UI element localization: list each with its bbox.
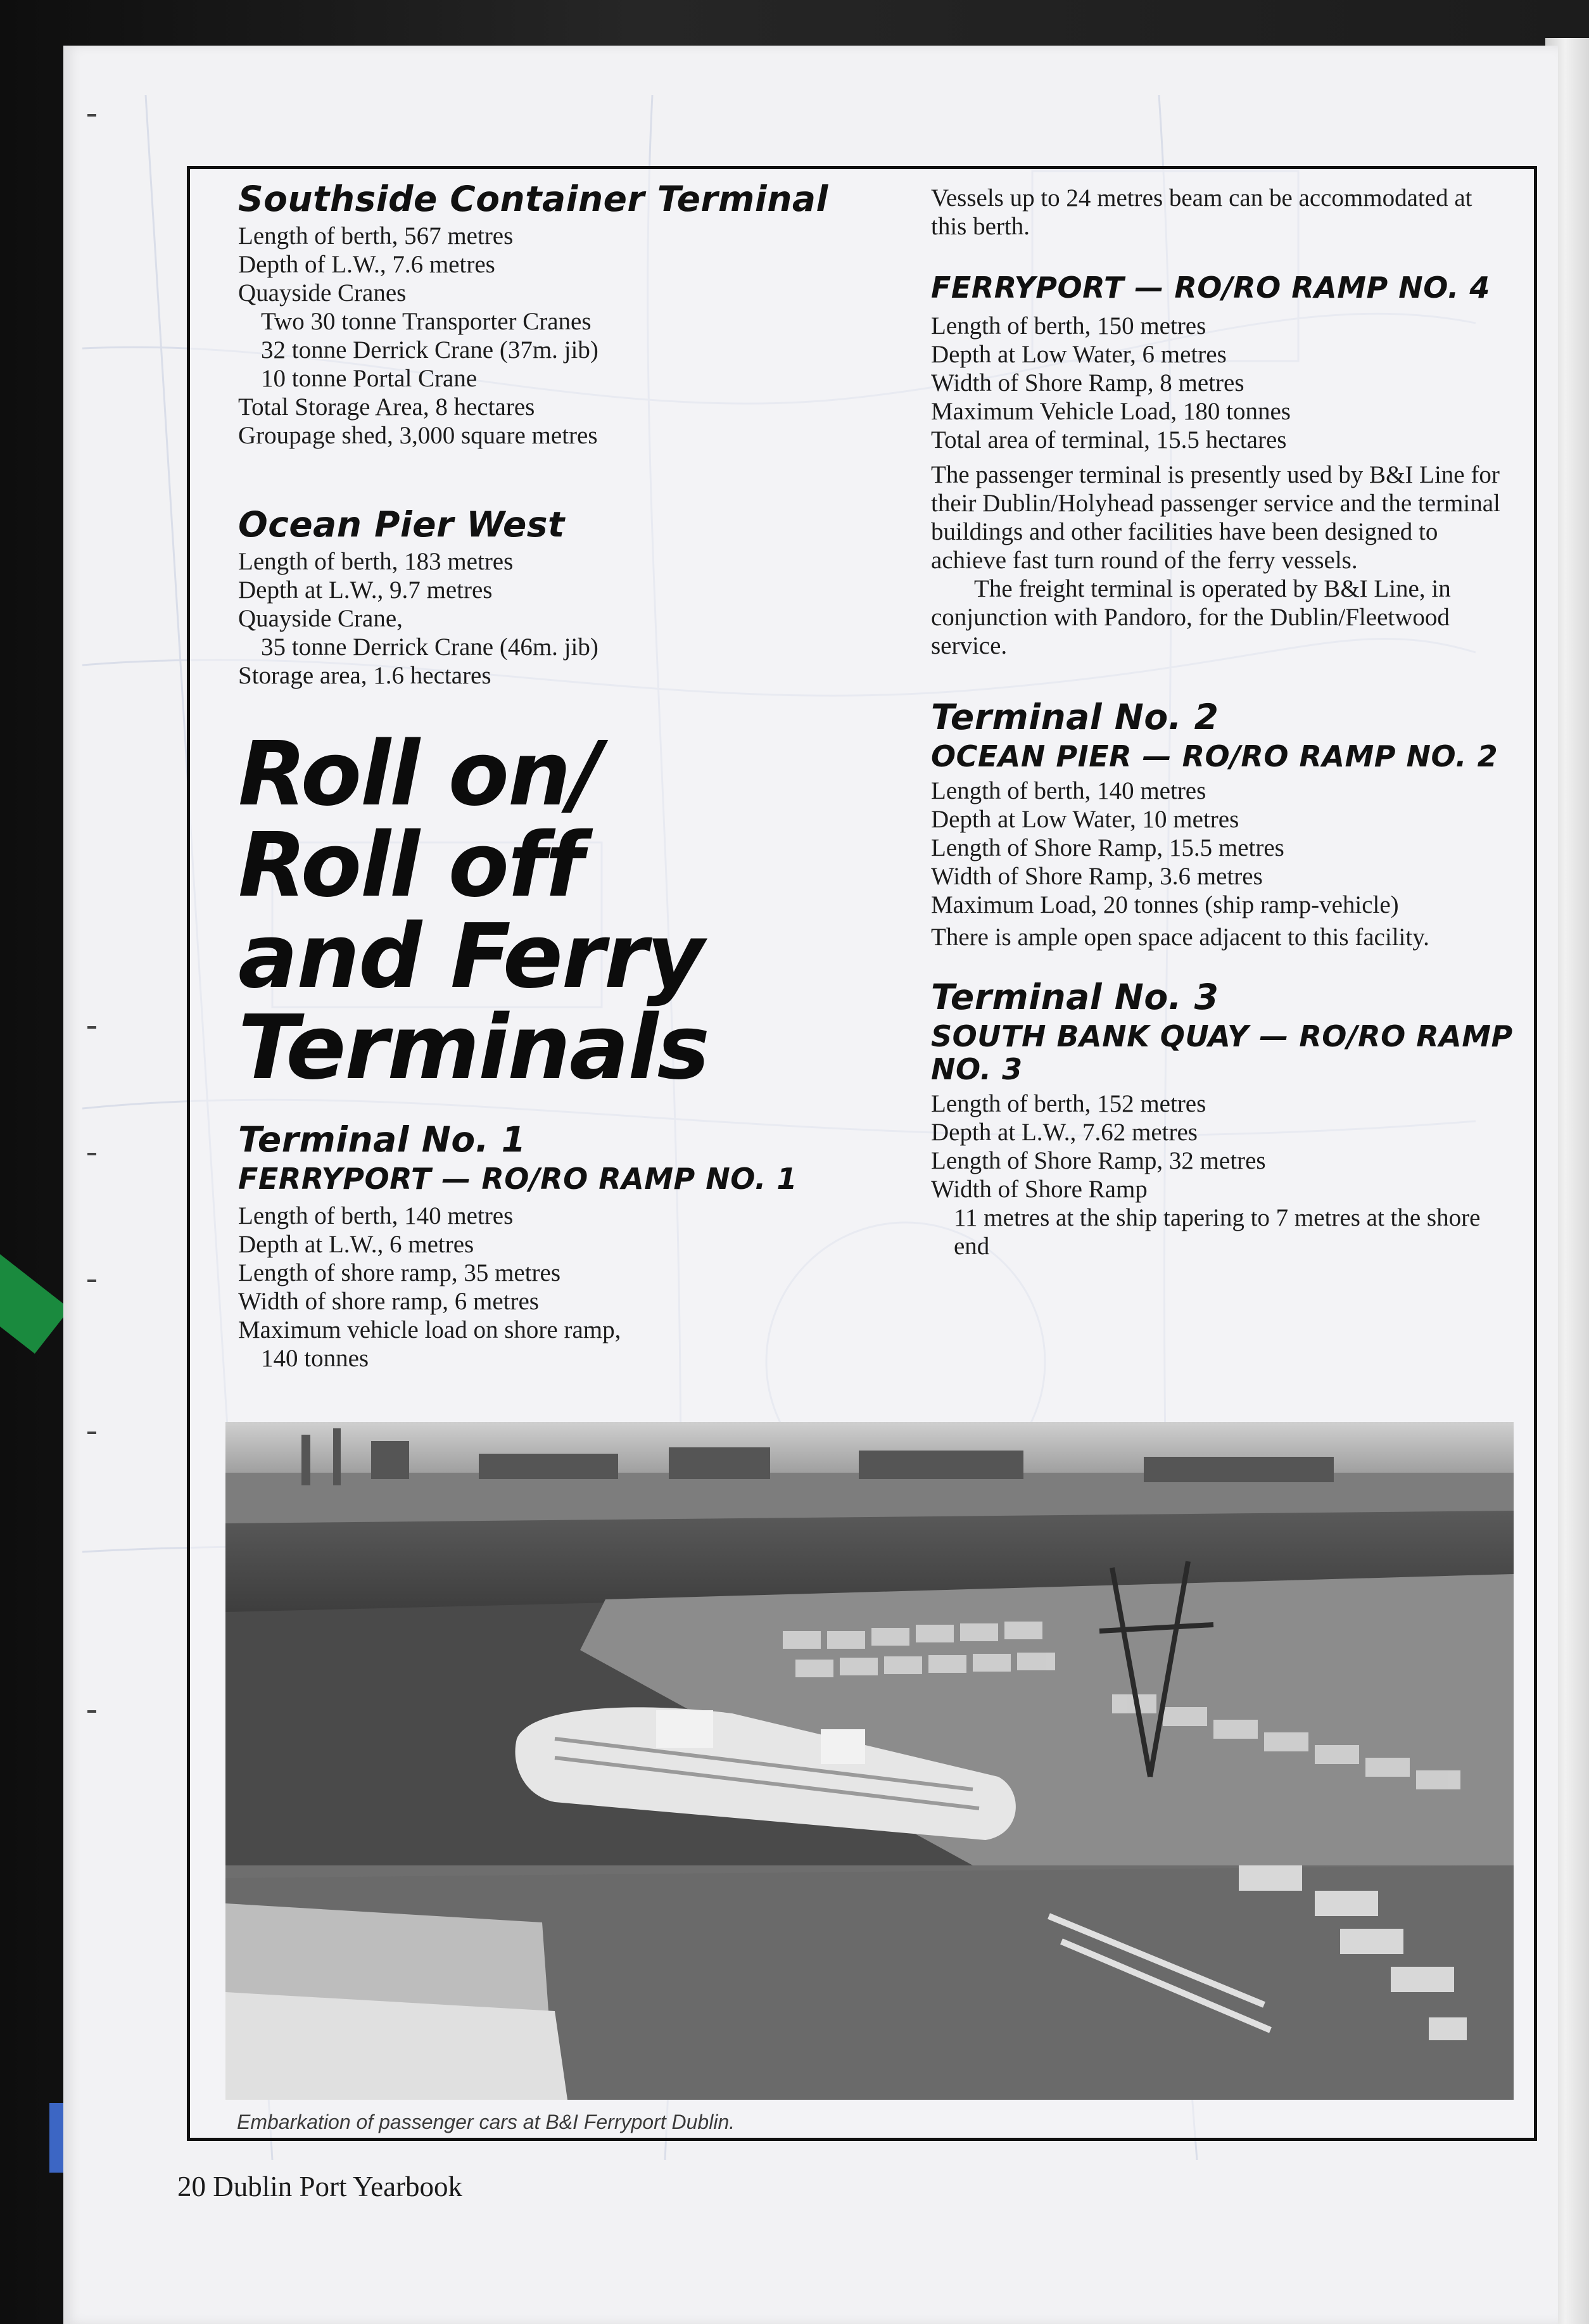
spec-line: Depth at L.W., 9.7 metres: [238, 576, 493, 604]
spec-line: Length of shore ramp, 35 metres: [238, 1259, 561, 1286]
spec-line: Storage area, 1.6 hectares: [238, 662, 491, 689]
spec-line: Quayside Crane,: [238, 605, 403, 632]
spec-line: Depth at Low Water, 6 metres: [931, 341, 1227, 368]
terminal-1-heading: Terminal No. 1: [238, 1119, 526, 1160]
margin-mark: [87, 114, 96, 117]
spec-continuation: 140 tonnes: [261, 1345, 369, 1372]
right-column: [931, 176, 1514, 1260]
spec-line: Width of Shore Ramp: [931, 1176, 1148, 1203]
margin-mark: [87, 1279, 96, 1282]
spec-line: Quayside Cranes: [238, 279, 407, 307]
margin-mark: [87, 1710, 96, 1713]
spec-line: Depth at L.W., 7.62 metres: [931, 1119, 1198, 1146]
big-title-line: and Ferry: [238, 905, 704, 1008]
terminal-3-specs: [931, 1089, 1514, 1260]
spec-line: Length of berth, 183 metres: [238, 548, 514, 575]
spec-line: Length of Shore Ramp, 32 metres: [931, 1147, 1266, 1174]
ocean-pier-west-heading: Ocean Pier West: [238, 504, 565, 545]
spec-line: Length of berth, 140 metres: [238, 1202, 514, 1229]
terminal-2-heading: Terminal No. 2: [931, 697, 1219, 737]
margin-mark: [87, 1153, 96, 1155]
ocean-pier-west-specs: [238, 547, 897, 690]
ferryport-4-paragraph: The freight terminal is operated by B&I Line, in conjunction with Pandoro, for the Dublin/Fleetwood service.: [931, 575, 1451, 659]
spec-line: Width of Shore Ramp, 8 metres: [931, 369, 1244, 397]
terminal-2-paragraph: There is ample open space adjacent to this facility.: [931, 924, 1429, 951]
spec-line: Length of berth, 140 metres: [931, 777, 1206, 804]
crane-line: 35 tonne Derrick Crane (46m. jib): [261, 633, 598, 661]
terminal-2-specs: [931, 777, 1514, 919]
big-title-line: Roll on/: [238, 723, 601, 826]
spec-line: Width of Shore Ramp, 3.6 metres: [931, 863, 1263, 890]
spec-line: Width of shore ramp, 6 metres: [238, 1288, 539, 1315]
terminal-3-heading: Terminal No. 3: [931, 977, 1219, 1017]
big-title-line: Roll off: [238, 814, 583, 917]
spec-line: Groupage shed, 3,000 square metres: [238, 422, 598, 449]
spec-line: Depth at L.W., 6 metres: [238, 1231, 474, 1258]
ferryport-4-heading: FERRYPORT — RO/RO RAMP NO. 4: [931, 270, 1490, 305]
spec-line: Maximum Vehicle Load, 180 tonnes: [931, 398, 1291, 425]
crane-line: Two 30 tonne Transporter Cranes: [261, 308, 592, 335]
crane-line: 10 tonne Portal Crane: [261, 365, 478, 392]
page-footer: 20 Dublin Port Yearbook: [177, 2171, 463, 2202]
crane-line: 32 tonne Derrick Crane (37m. jib): [261, 336, 598, 364]
spec-continuation: 11 metres at the ship tapering to 7 metres at the shore end: [954, 1204, 1481, 1260]
southside-heading: Southside Container Terminal: [238, 179, 828, 219]
left-column: [238, 176, 897, 1373]
ferry-terminal-aerial-photo: [225, 1422, 1514, 2100]
big-title-line: Terminals: [238, 996, 709, 1100]
spec-line: Total area of terminal, 15.5 hectares: [931, 426, 1287, 454]
spec-line: Depth of L.W., 7.6 metres: [238, 251, 495, 278]
ferryport-4-paragraph: The passenger terminal is presently used by B&I Line for their Dublin/Holyhead passenger service and the terminal buildings and other facilities have been designed to achieve fast turn round of the ferry vessels.: [931, 461, 1500, 574]
intro-paragraph: Vessels up to 24 metres beam can be accommodated at this berth.: [931, 184, 1472, 240]
spec-line: Length of berth, 567 metres: [238, 222, 514, 250]
spec-line: Depth at Low Water, 10 metres: [931, 806, 1239, 833]
photo-caption: Embarkation of passenger cars at B&I Ferryport Dublin.: [237, 2111, 735, 2133]
margin-mark: [87, 1432, 96, 1434]
spec-line: Length of Shore Ramp, 15.5 metres: [931, 834, 1284, 861]
spec-line: Total Storage Area, 8 hectares: [238, 393, 535, 421]
spec-line: Length of berth, 152 metres: [931, 1090, 1206, 1117]
spec-line: Maximum vehicle load on shore ramp,: [238, 1316, 621, 1343]
southside-specs: [238, 222, 897, 450]
spec-line: Maximum Load, 20 tonnes (ship ramp-vehicle): [931, 891, 1399, 918]
spec-line: Length of berth, 150 metres: [931, 312, 1206, 340]
margin-mark: [87, 1026, 96, 1029]
terminal-1-subheading: FERRYPORT — RO/RO RAMP NO. 1: [238, 1162, 797, 1196]
terminal-1-specs: [238, 1202, 897, 1373]
ferryport-4-specs: [931, 312, 1514, 454]
terminal-2-subheading: OCEAN PIER — RO/RO RAMP NO. 2: [931, 739, 1498, 773]
terminal-3-subheading: SOUTH BANK QUAY — RO/RO RAMP NO. 3: [931, 1019, 1513, 1086]
big-title-block: [238, 723, 897, 1100]
